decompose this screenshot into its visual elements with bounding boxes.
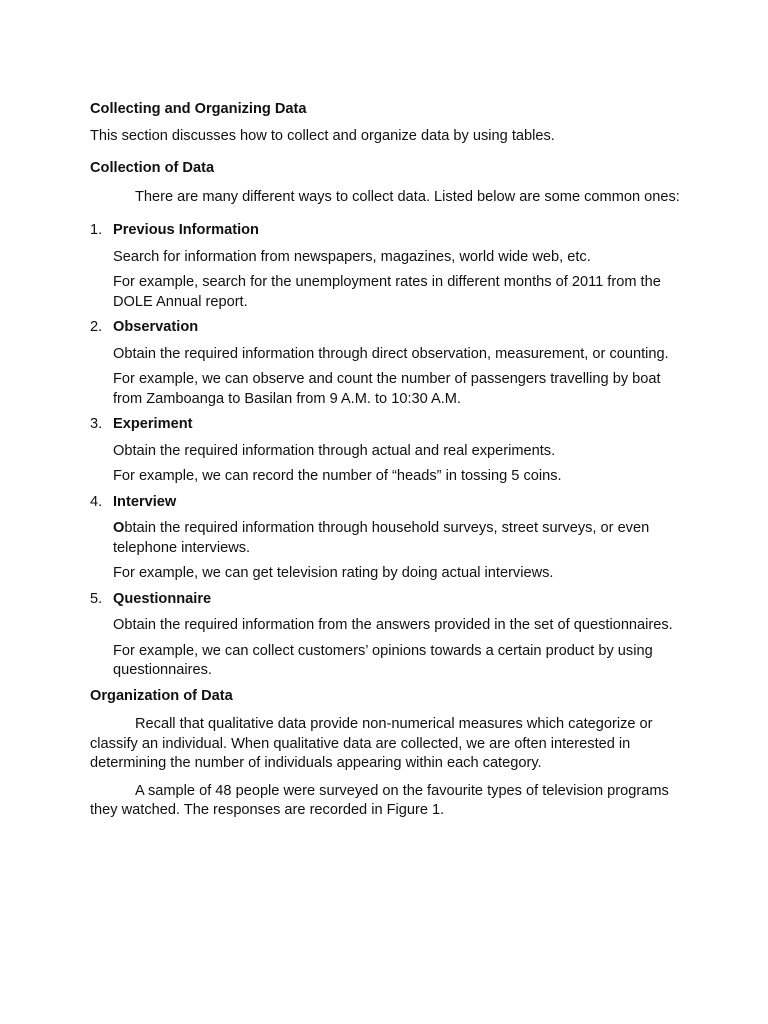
intro-text: This section discusses how to collect and organize data by using tables. <box>90 127 555 144</box>
list-item-number: 2. <box>90 319 103 335</box>
list-item-description: Obtain the required information through direct observation, measurement, or counting. <box>113 345 669 362</box>
list-item <box>90 318 680 409</box>
list-item-number: 5. <box>90 590 103 607</box>
list-item-example: For example, we can observe and count the number of passengers travelling by boat from Zamboanga to Basilan from 9 A.M. to 10:30 A.M. <box>113 371 661 407</box>
list-item-description-initial: O <box>113 520 125 536</box>
list-item-description: Obtain the required information through actual and real experiments. <box>113 442 556 459</box>
list-item-title: Experiment <box>113 416 193 432</box>
list-item <box>90 221 680 312</box>
list-item-number: 3. <box>90 416 103 432</box>
list-item-number: 1. <box>90 222 103 238</box>
list-item-example: For example, search for the unemployment rates in different months of 2011 from the DOLE Annual report. <box>113 274 661 310</box>
list-item-description <box>113 519 680 558</box>
list-item <box>90 415 680 487</box>
document-page <box>90 100 680 829</box>
list-item-number: 4. <box>90 493 103 510</box>
list-item-example: For example, we can collect customers’ opinions towards a certain product by using questionnaires. <box>113 642 653 678</box>
collection-methods-list <box>90 221 680 681</box>
section-heading-organization: Organization of Data <box>90 687 233 704</box>
page-title: Collecting and Organizing Data <box>90 101 307 117</box>
list-item-title: Observation <box>113 319 199 335</box>
organization-paragraph-1: Recall that qualitative data provide non-numerical measures which categorize or classify an individual. When qualitative data are collected, we are often interested in determining the number of individuals appearing within each category. <box>90 716 653 771</box>
collection-lead-paragraph: There are many different ways to collect data. Listed below are some common ones: <box>135 188 680 205</box>
organization-paragraph-2: A sample of 48 people were surveyed on the favourite types of television programs they watched. The responses are recorded in Figure 1. <box>90 782 669 818</box>
list-item-title: Previous Information <box>113 222 259 238</box>
list-item-description-rest: btain the required information through household surveys, street surveys, or even telephone interviews. <box>113 520 650 556</box>
list-item-example: For example, we can get television rating by doing actual interviews. <box>113 565 554 581</box>
list-item-description: Search for information from newspapers, magazines, world wide web, etc. <box>113 248 591 265</box>
list-item-description: Obtain the required information from the answers provided in the set of questionnaires. <box>113 617 673 633</box>
list-item-title: Questionnaire <box>113 590 212 607</box>
section-heading-collection: Collection of Data <box>90 160 215 176</box>
list-item-title: Interview <box>113 493 177 510</box>
list-item-example: For example, we can record the number of “heads” in tossing 5 coins. <box>113 468 562 484</box>
list-item <box>90 493 680 584</box>
list-item <box>90 590 680 681</box>
